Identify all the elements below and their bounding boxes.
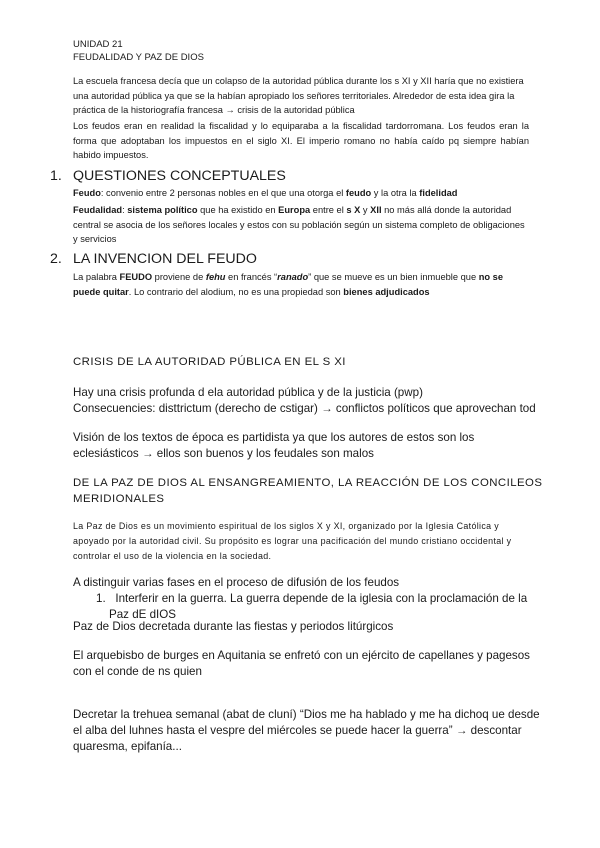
term-feudalidad: Feudalidad (73, 205, 123, 215)
section-2-title: LA INVENCION DEL FEUDO (73, 251, 257, 267)
list-item-number: 1. (96, 592, 106, 605)
def-text: entre el (310, 205, 347, 215)
def-text: y la otra la (371, 188, 420, 198)
section-1-title: QUESTIONES CONCEPTUALES (73, 168, 286, 184)
definition-feudalidad (73, 203, 529, 247)
def-text: y (360, 205, 371, 215)
distinguir-line: A distinguir varias fases en el proceso de difusión de los feudos (73, 576, 400, 589)
document-header (73, 38, 553, 64)
definition-feudo (73, 186, 529, 201)
section-1-heading (50, 167, 520, 185)
paz-paragraph: La Paz de Dios es un movimiento espiritual de los siglos X y XI, organizado por la Iglesia Católica y apoyado por la autoridad civil. Su propósito es lograr una pacificación del mundo cristiano occidental y controlar el uso de la violencia en la sociedad. (73, 521, 512, 561)
def-text: : convenio entre 2 personas nobles en el que una otorga el (100, 188, 346, 198)
para-text: . Lo contrario del alodium, no es una propiedad son (128, 286, 344, 297)
tregua-paragraph: Decretar la trehuea semanal (abat de cluní) “Dios me ha hablado y me ha dichoq ue desde el alba del luhnes hasta el vespre del miércoles se puede hacer la guerra” → descontar quaresma, epifanía... (73, 708, 540, 753)
crisis-line-2: Consecuencies: disttrictum (derecho de cstigar) → conflictos políticos que aprovechan tod (73, 402, 536, 415)
def-emphasis: s X (346, 205, 361, 215)
paz-heading: DE LA PAZ DE DIOS AL ENSANGREAMIENTO, LA REACCIÓN DE LOS CONCILEOS MERIDIONALES (73, 477, 543, 505)
def-text: que ha existido en (197, 205, 279, 215)
crisis-paragraph-1 (73, 385, 543, 417)
unit-label: UNIDAD 21 (73, 39, 123, 50)
term-feudo: Feudo (73, 188, 101, 198)
def-emphasis: fidelidad (419, 188, 458, 198)
list-item-text: Interferir en la guerra. La guerra depende de la iglesia con la proclamación de la Paz dE dIOS (109, 592, 528, 621)
para-text: en francés “ (225, 272, 278, 282)
para-text: La palabra (73, 272, 120, 282)
crisis-heading: CRISIS DE LA AUTORIDAD PÚBLICA EN EL S XI (73, 356, 346, 368)
arzobispo-paragraph: El arquebisbo de burges en Aquitania se enfretó con un ejército de capellanes y pagesos con el conde de ns quien (73, 649, 530, 678)
section-2-number: 2. (50, 251, 62, 267)
def-emphasis: feudo (345, 188, 372, 198)
def-emphasis: XII (370, 205, 382, 215)
para-emphasis: ranado (277, 272, 309, 282)
decretada-line: Paz de Dios decretada durante las fiestas y periodos litúrgicos (73, 620, 394, 633)
def-text: no más allá donde la autoridad central se asocia de los señores locales y estos con su población según un sistema completo de obligaciones y servicios (73, 205, 525, 244)
def-text: : (122, 205, 128, 215)
unit-subtitle: FEUDALIDAD Y PAZ DE DIOS (73, 52, 204, 63)
section-2-heading (50, 250, 520, 268)
para-emphasis: no se puede quitar (73, 272, 504, 297)
para-text: ” que se mueve es un bien inmueble que (308, 272, 479, 282)
crisis-line-1: Hay una crisis profunda d ela autoridad pública y de la justicia (pwp) (73, 386, 423, 399)
section-1-number: 1. (50, 168, 62, 184)
para-text: proviene de (152, 272, 206, 282)
def-emphasis: Europa (278, 205, 311, 215)
para-emphasis: fehu (205, 272, 226, 282)
intro-paragraph-1: La escuela francesa decía que un colapso de la autoridad pública durante los s XI y XII haría que no existiera una autoridad pública ya que se la habían apropiado los señores territoriales. Alrededor de esta idea gira la práctica de la historiografía francesa → crisis de la autoridad pública (73, 76, 524, 115)
def-emphasis: sistema político (127, 205, 198, 215)
para-emphasis: bienes adjudicados (343, 286, 430, 297)
intro-paragraph-2: Los feudos eran en realidad la fiscalidad y lo equiparaba a la fiscalidad tardorromana. Los feudos eran la forma que adoptaban los impuestos en el siglo XI. El imperio romano no había caído pq siempre habían habido impuestos. (73, 121, 529, 160)
crisis-paragraph-2: Visión de los textos de época es partidista ya que los autores de estos son los eclesiásticos → ellos son buenos y los feudales son malos (73, 431, 475, 460)
para-emphasis: FEUDO (119, 272, 153, 282)
feudo-origin-paragraph (73, 270, 529, 299)
